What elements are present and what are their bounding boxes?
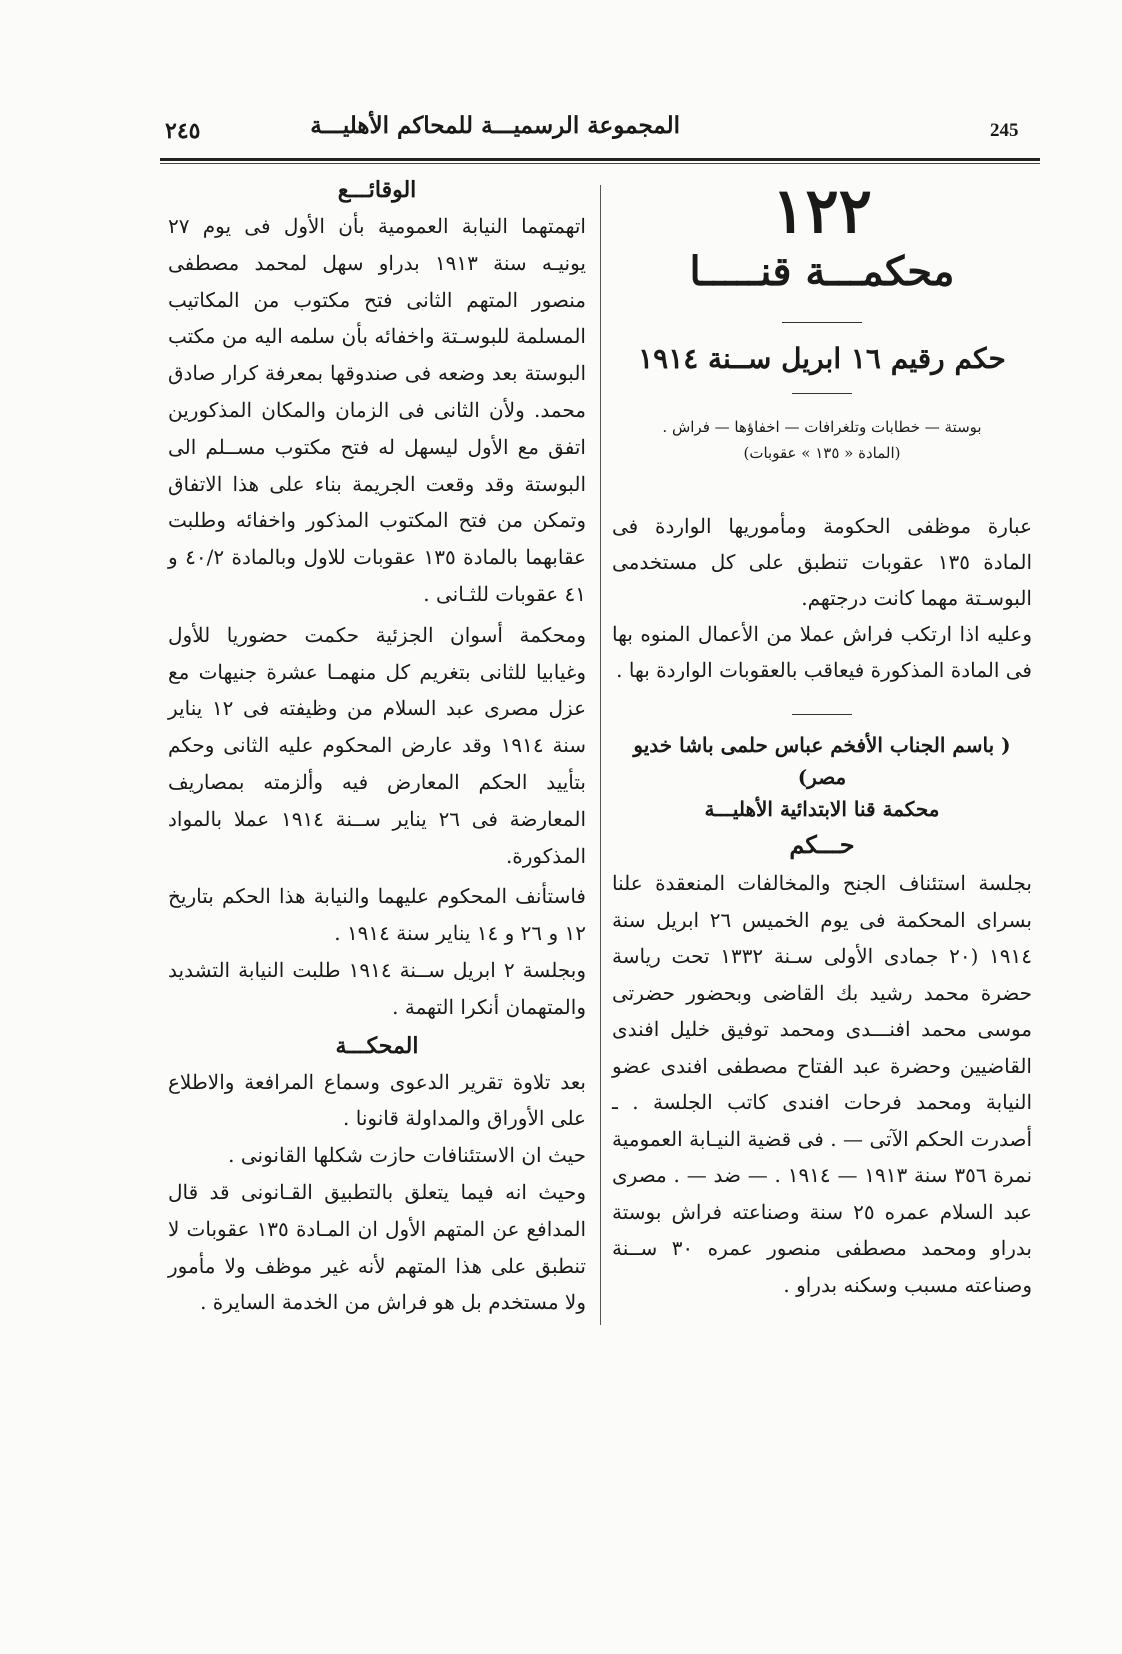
- keywords: [612, 414, 1032, 466]
- headnote-paragraph: عبارة موظفى الحكومة ومأموريها الواردة فى المادة ١٣٥ عقوبات تنطبق على كل مستخدمى البوسـتة مهما كانت درجتهم.: [612, 514, 1032, 610]
- court-paragraph: بعد تلاوة تقرير الدعوى وسماع المرافعة والاطلاع على الأوراق والمداولة قانونا .: [168, 1069, 586, 1131]
- keywords-article: (المادة « ١٣٥ » عقوبات): [743, 444, 901, 462]
- page-number-arabic: ٢٤٥: [165, 118, 201, 144]
- headnote-paragraph: وعليه اذا ارتكب فراش عملا من الأعمال المنوه بها فى المادة المذكورة فيعاقب بالعقوبات الواردة بها .: [612, 622, 1032, 682]
- facts-paragraph: ومحكمة أسوان الجزئية حكمت حضوريا للأول وغيابيا للثانى بتغريم كل منهمـا عشرة جنيهات مع عزل مصرى عبد السلام من وظيفته فى ١٢ يناير سنة ١٩١٤ وقد عارض المحكوم عليه الثانى وحكم بتأييد الحكم المعارض فيه وألزمته بمصاريف المعارضة فى ٢٦ يناير ســنة ١٩١٤ عملا بالمواد المذكورة.: [168, 622, 586, 868]
- separator-rule: [792, 714, 852, 715]
- facts-paragraph: اتهمتهما النيابة العمومية بأن الأول فى يوم ٢٧ يونيـه سنة ١٩١٣ بدراو سهل لمحمد مصطفى منصور المتهم الثانى فتح مكتوب من المكاتيب المسلمة للبوسـتة واخفائه بأن سلمه اليه من مكتب البوستة بعد وضعه فى صندوقها بمعرفة كرار صادق محمد. ولأن الثانى فى الزمان والمكان المذكورين اتفق مع الأول ليسهل له فتح مكتوب مســلم الى البوستة وقد وقعت الجريمة بناء على هذا الاتفاق وتمكن من فتح المكتوب المذكور واخفائه وطلبت عقابهما بالمادة ١٣٥ عقوبات للاول وبالمادة ٤٠/٢ و ٤١ عقوبات للثـانى .: [168, 214, 586, 606]
- separator-rule: [792, 393, 852, 394]
- invocation: ( باسم الجناب الأفخم عباس حلمى باشا خديو مصر): [633, 733, 1011, 789]
- court-text: [168, 1064, 586, 1322]
- journal-title: المجموعة الرسميـــة للمحاكم الأهليـــة: [310, 112, 680, 139]
- header-rule: [160, 158, 1040, 161]
- session-text: [612, 865, 1032, 1303]
- judgment-date: حكم رقيم ١٦ ابريل ســنة ١٩١٤: [638, 342, 1006, 375]
- header-rule-thin: [160, 163, 1040, 164]
- court-paragraph: حيث ان الاستئنافات حازت شكلها القانونى .: [228, 1143, 586, 1168]
- headnote: [612, 508, 1032, 688]
- keywords-line: بوستة — خطابات وتلغرافات — اخفاؤها — فراش .: [662, 418, 982, 436]
- facts-heading: الوقائـــع: [337, 177, 417, 203]
- case-number: ١٢٢: [772, 174, 872, 247]
- ruling-heading: حـــكم: [789, 830, 855, 859]
- court-paragraph: وحيث انه فيما يتعلق بالتطبيق القـانونى قد قال المدافع عن المتهم الأول ان المـادة ١٣٥ عقوبات لا تنطبق على هذا المتهم لأنه غير موظف ولا مأمور ولا مستخدم بل هو فراش من الخدمة السايرة .: [168, 1179, 586, 1315]
- court-heading: المحكـــة: [335, 1032, 419, 1059]
- facts-paragraph: فاستأنف المحكوم عليهما والنيابة هذا الحكم بتاريخ ١٢ و ٢٦ و ١٤ يناير سنة ١٩١٤ .: [168, 884, 586, 946]
- left-column: [168, 170, 586, 1321]
- facts-paragraph: وبجلسة ٢ ابريل ســنة ١٩١٤ طلبت النيابة التشديد والمتهمان أنكرا التهمة .: [168, 957, 586, 1019]
- court-full-name: محكمة قنا الابتدائية الأهليـــة: [704, 797, 940, 821]
- page-number-latin: 245: [990, 120, 1019, 141]
- court-name: محكمـــة قنـــــا: [689, 248, 955, 295]
- column-divider: [600, 185, 601, 1325]
- right-column: [612, 170, 1032, 1303]
- facts-text: [168, 208, 586, 1026]
- page-header: [0, 0, 1122, 160]
- separator-rule: [782, 322, 862, 323]
- session-paragraph: بجلسة استئناف الجنح والمخالفات المنعقدة علنا بسراى المحكمة فى يوم الخميس ٢٦ ابريل سنة ١٩١٤ (٢٠ جمادى الأولى سـنة ١٣٣٢ تحت رياسة حضرة محمد رشيد بك القاضى وبحضور حضرتى موسى محمد افنـــدى ومحمد توفيق خليل افندى القاضيين وحضرة عبد الفتاح مصطفى افندى عضو النيابة ومحمد فرحات افندى كاتب الجلسة . ـ أصدرت الحكم الآتى — . فى قضية النيـابة العمومية نمرة ٣٥٦ سنة ١٩١٣ — ١٩١٤ . — ضد — . مصرى عبد السلام عمره ٢٥ سنة وصناعته فراش بوستة بدراو ومحمد مصطفى منصور عمره ٣٠ ســنة وصناعته مسبب وسكنه بدراو .: [612, 871, 1033, 1297]
